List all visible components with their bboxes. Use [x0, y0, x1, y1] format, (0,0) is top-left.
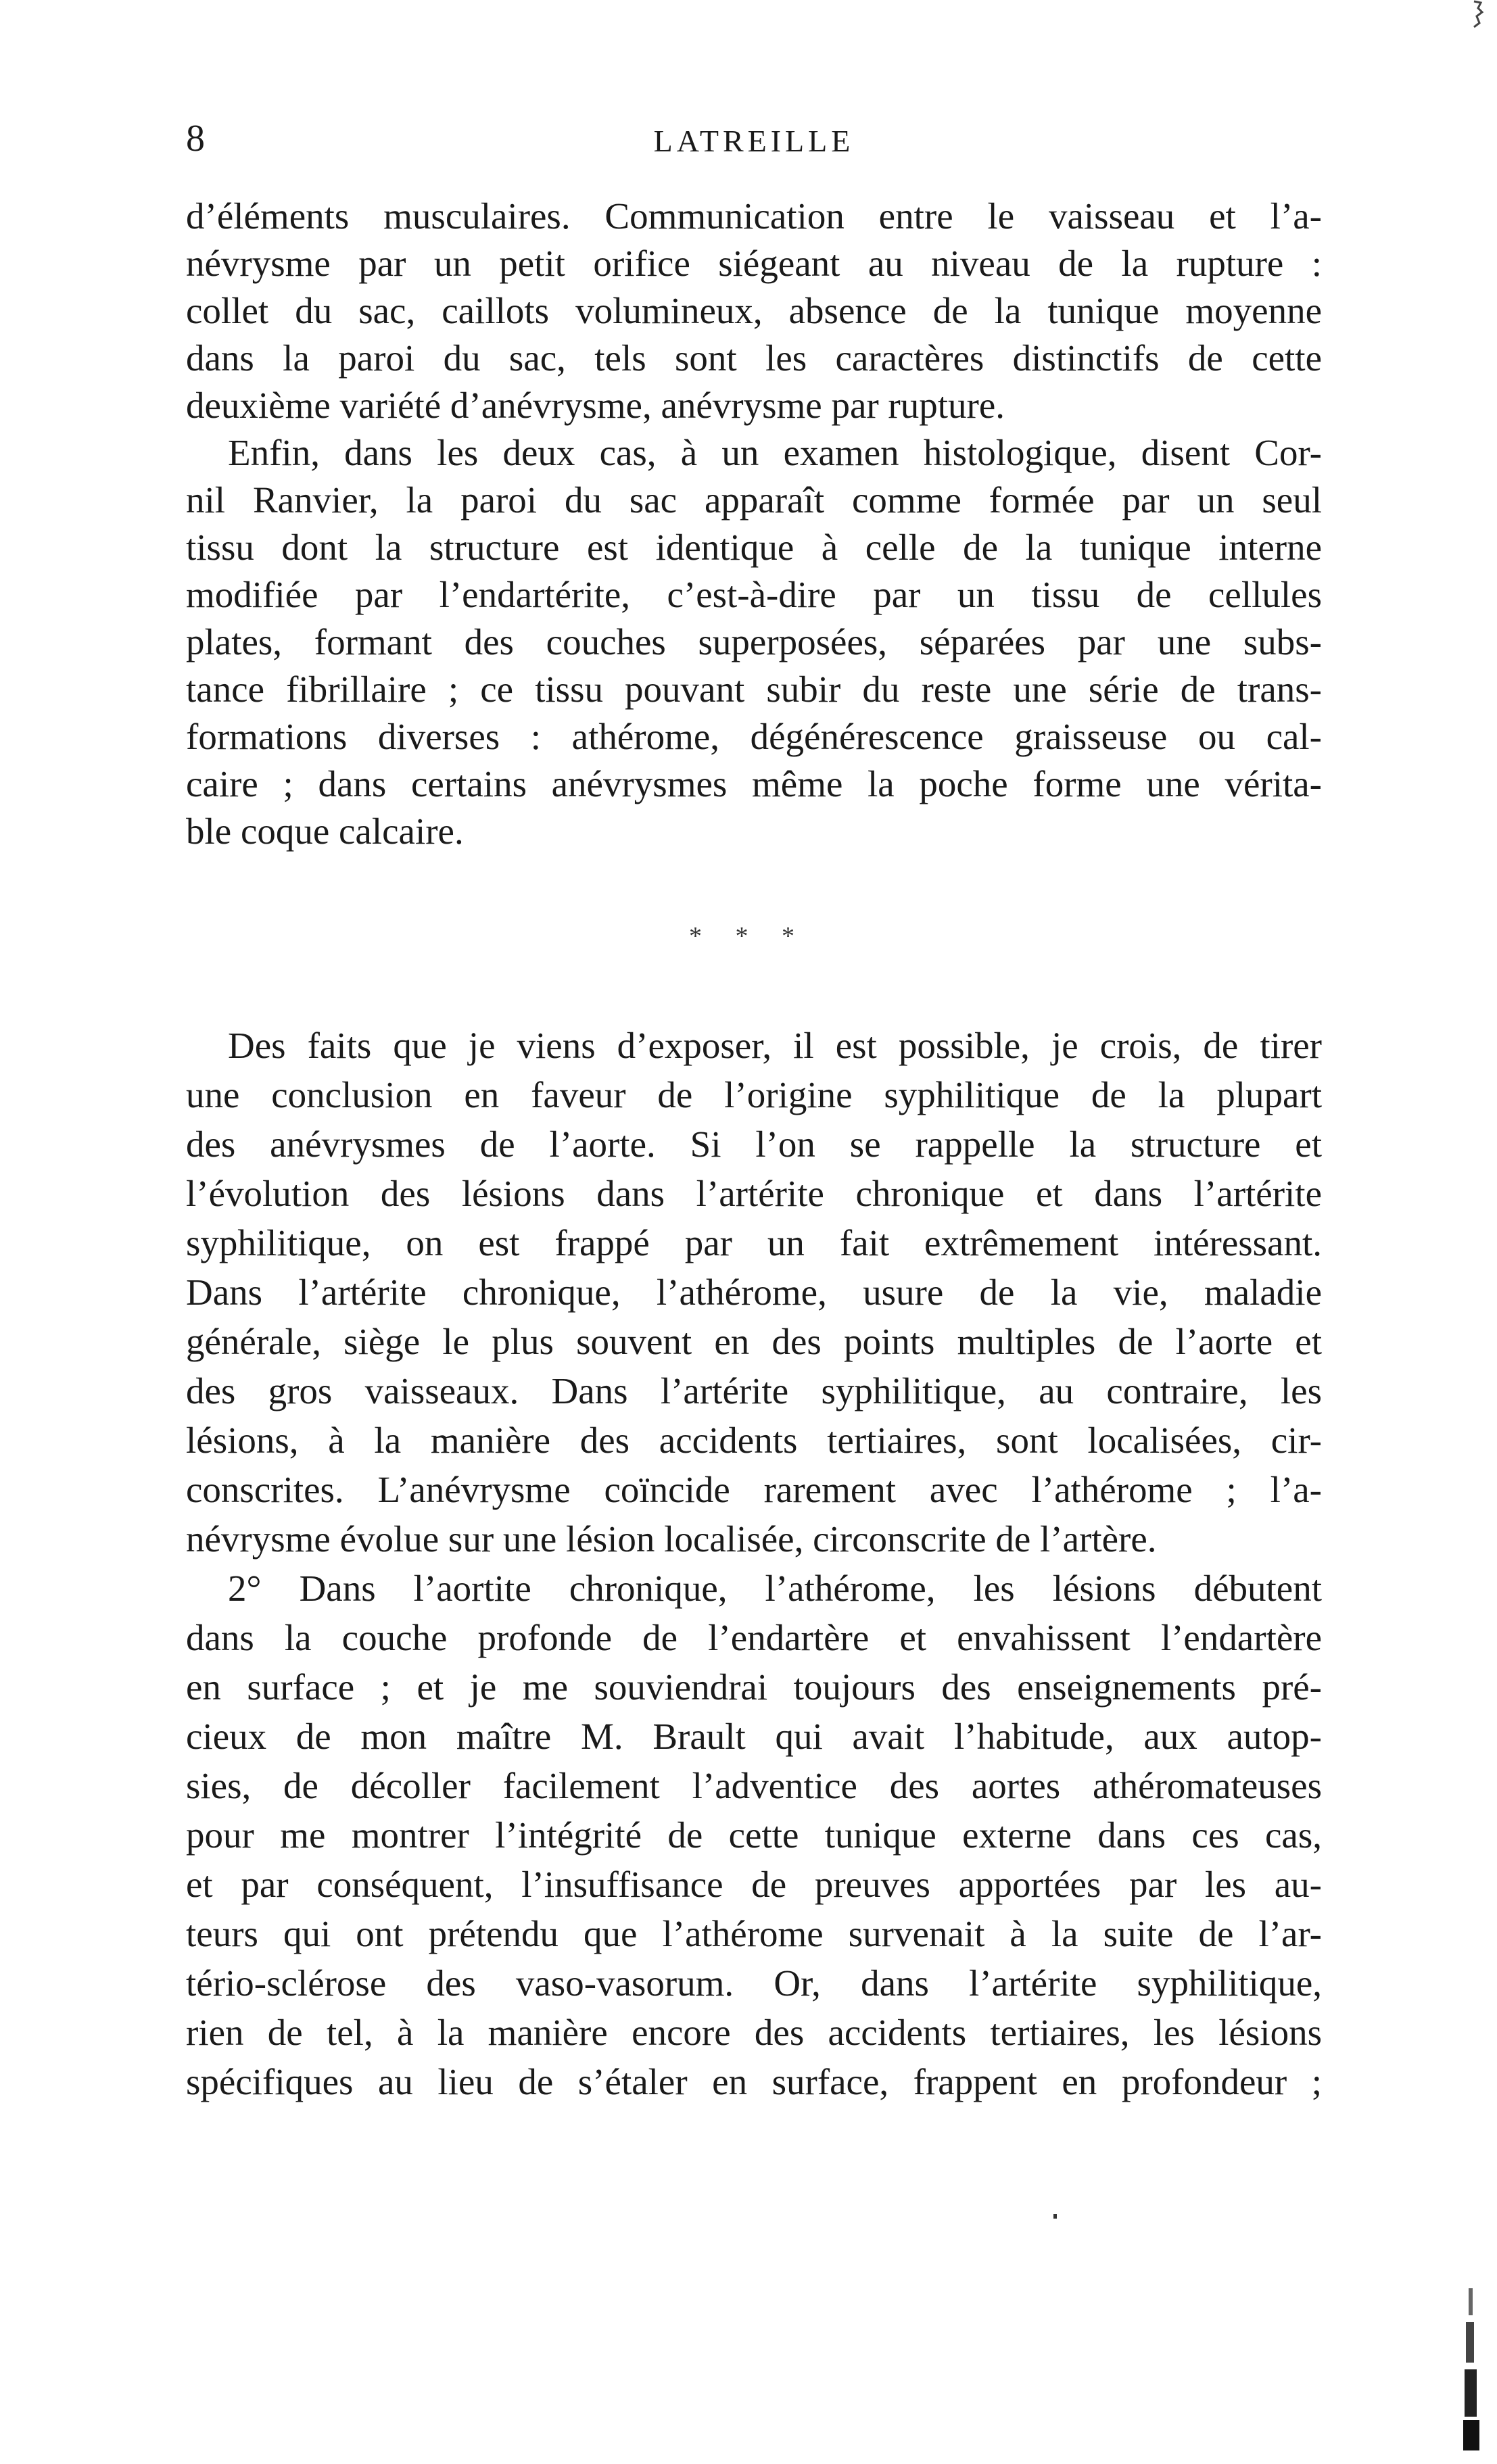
text-line: deuxième variété d’anévrysme, anévrysme par rupture. [186, 385, 1005, 426]
text-line: en surface ; et je me souviendrai toujours des enseignements pré- [186, 1666, 1322, 1708]
text-line: conscrites. L’anévrysme coïncide rarement avec l’athérome ; l’a- [186, 1469, 1322, 1510]
section-separator: * * * [689, 922, 808, 950]
text-line: des anévrysmes de l’aorte. Si l’on se rappelle la structure et [186, 1124, 1322, 1165]
text-line: névrysme par un petit orifice siégeant au niveau de la rupture : [186, 243, 1322, 284]
text-line: ble coque calcaire. [186, 811, 464, 852]
text-line: lésions, à la manière des accidents tertiaires, sont localisées, cir- [186, 1420, 1322, 1461]
text-line: plates, formant des couches superposées, séparées par une subs- [186, 621, 1322, 662]
text-line: 2° Dans l’aortite chronique, l’athérome, les lésions débutent [228, 1568, 1322, 1609]
text-line: modifiée par l’endartérite, c’est-à-dire par un tissu de cellules [186, 574, 1322, 615]
text-line: teurs qui ont prétendu que l’athérome survenait à la suite de l’ar- [186, 1913, 1322, 1954]
text-line: nil Ranvier, la paroi du sac apparaît comme formée par un seul [186, 479, 1322, 521]
paragraph-block-1 [186, 193, 1322, 855]
text-line: Des faits que je viens d’exposer, il est possible, je crois, de tirer [228, 1025, 1322, 1066]
text-line: formations diverses : athérome, dégénérescence graisseuse ou cal- [186, 716, 1322, 757]
text-line: et par conséquent, l’insuffisance de preuves apportées par les au- [186, 1864, 1322, 1905]
text-line: caire ; dans certains anévrysmes même la poche forme une vérita- [186, 763, 1322, 804]
text-line: tance fibrillaire ; ce tissu pouvant subir du reste une série de trans- [186, 669, 1322, 710]
text-line: rien de tel, à la manière encore des accidents tertiaires, les lésions [186, 2012, 1322, 2053]
text-line: sies, de décoller facilement l’adventice des aortes athéromateuses [186, 1765, 1322, 1806]
text-line: dans la couche profonde de l’endartère et envahissent l’endartère [186, 1617, 1322, 1658]
text-line: névrysme évolue sur une lésion localisée, circonscrite de l’artère. [186, 1518, 1157, 1560]
text-line: Dans l’artérite chronique, l’athérome, usure de la vie, maladie [186, 1272, 1322, 1313]
text-line: générale, siège le plus souvent en des points multiples de l’aorte et [186, 1321, 1322, 1362]
text-line: dans la paroi du sac, tels sont les caractères distinctifs de cette [186, 337, 1322, 379]
scan-edge-artifact-bottom [1460, 2288, 1485, 2450]
text-line: collet du sac, caillots volumineux, absence de la tunique moyenne [186, 290, 1322, 331]
text-line: une conclusion en faveur de l’origine syphilitique de la plupart [186, 1074, 1322, 1115]
text-line: l’évolution des lésions dans l’artérite chronique et dans l’artérite [186, 1173, 1322, 1214]
text-line: tissu dont la structure est identique à celle de la tunique interne [186, 527, 1322, 568]
paragraph-block-2 [186, 1021, 1322, 2106]
running-head: LATREILLE [653, 124, 855, 158]
scan-edge-artifact-top [1470, 0, 1485, 28]
text-line: pour me montrer l’intégrité de cette tunique externe dans ces cas, [186, 1814, 1322, 1856]
text-line: tério-sclérose des vaso-vasorum. Or, dans l’artérite syphilitique, [186, 1962, 1322, 2004]
page-header [186, 115, 1322, 169]
page-number: 8 [186, 118, 205, 160]
text-line: d’éléments musculaires. Communication entre le vaisseau et l’a- [186, 195, 1322, 237]
text-line: spécifiques au lieu de s’étaler en surface, frappent en profondeur ; [186, 2061, 1322, 2102]
text-line: cieux de mon maître M. Brault qui avait l’habitude, aux autop- [186, 1716, 1322, 1757]
scan-speck [1053, 2214, 1057, 2219]
text-line: syphilitique, on est frappé par un fait extrêmement intéressant. [186, 1222, 1322, 1263]
text-line: Enfin, dans les deux cas, à un examen histologique, disent Cor- [228, 432, 1322, 473]
text-line: des gros vaisseaux. Dans l’artérite syphilitique, au contraire, les [186, 1370, 1322, 1411]
